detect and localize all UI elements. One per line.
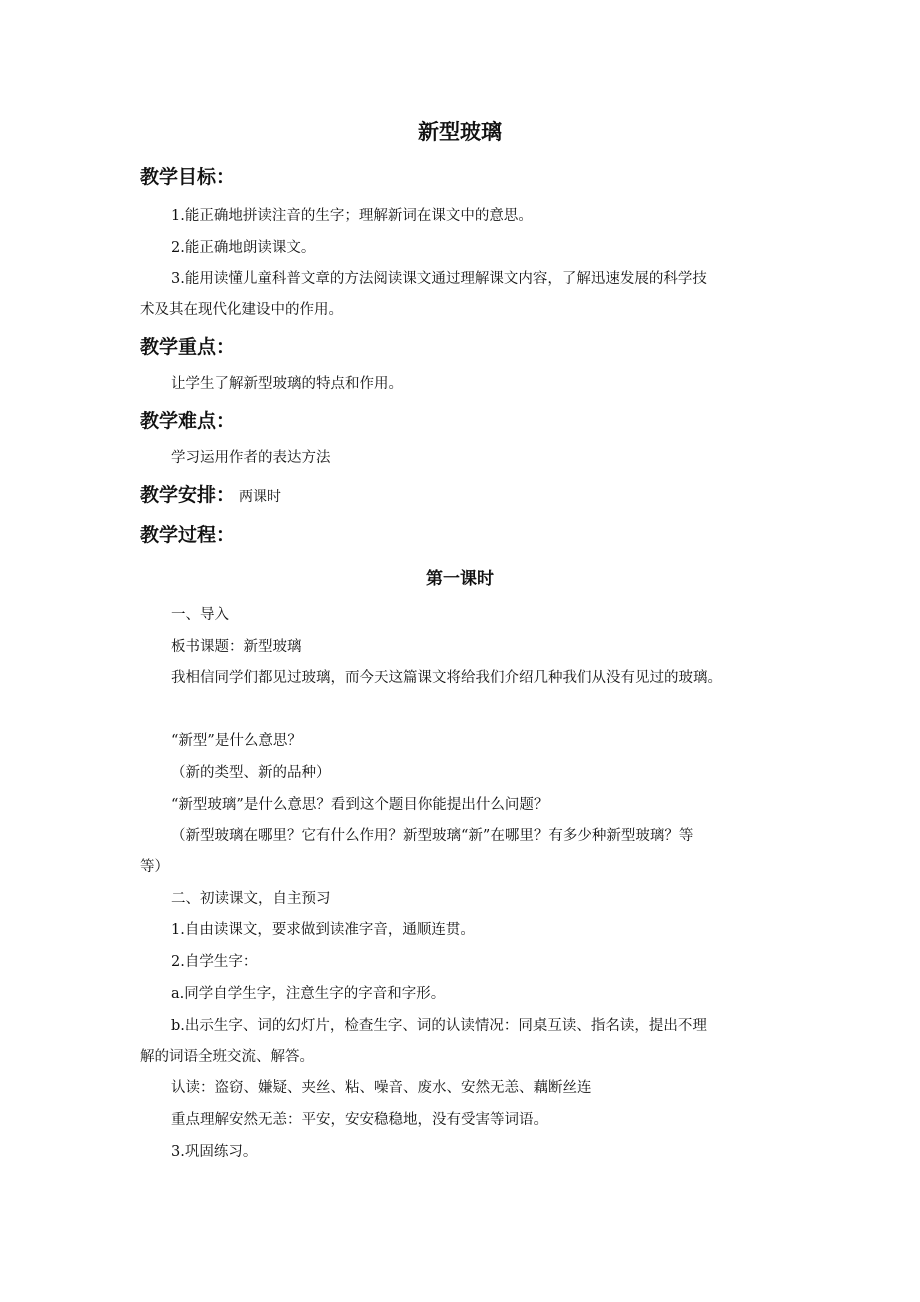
process-line-continuation: 解的词语全班交流、解答。 [140, 1049, 314, 1065]
process-line: 3.巩固练习。 [171, 1144, 258, 1160]
process-line: （新的类型、新的品种） [171, 765, 331, 781]
process-line: 1.自由读课文，要求做到读准字音，通顺连贯。 [171, 922, 475, 938]
objective-item: 2.能正确地朗读课文。 [171, 240, 316, 256]
objective-item: 1.能正确地拼读注音的生字；理解新词在课文中的意思。 [171, 208, 533, 224]
difficulties-heading: 教学难点： [140, 410, 236, 432]
process-line: 认读：盗窃、嫌疑、夹丝、粘、噪音、废水、安然无恙、藕断丝连 [171, 1080, 592, 1096]
process-heading: 教学过程： [140, 524, 236, 546]
difficulties-text: 学习运用作者的表达方法 [171, 450, 331, 466]
process-line: 一、导入 [171, 607, 229, 623]
document-title: 新型玻璃 [418, 120, 502, 144]
process-line: 二、初读课文，自主预习 [171, 891, 331, 907]
key-points-text: 让学生了解新型玻璃的特点和作用。 [171, 376, 403, 392]
process-line: 重点理解安然无恙：平安，安安稳稳地，没有受害等词语。 [171, 1112, 548, 1128]
process-line: a.同学自学生字，注意生字的字音和字形。 [171, 986, 446, 1002]
objective-item-continuation: 术及其在现代化建设中的作用。 [140, 302, 343, 318]
arrangement-line [140, 480, 281, 507]
lesson-title: 第一课时 [426, 569, 494, 589]
process-line: 板书课题：新型玻璃 [171, 639, 302, 655]
arrangement-value: 两课时 [239, 489, 282, 505]
objectives-heading: 教学目标： [140, 166, 236, 188]
objective-item: 3.能用读懂儿童科普文章的方法阅读课文通过理解课文内容，了解迅速发展的科学技 [171, 271, 707, 287]
process-line: b.出示生字、词的幻灯片，检查生字、词的认读情况：同桌互读、指名读，提出不理 [171, 1018, 707, 1034]
process-line: “新型”是什么意思？ [171, 733, 302, 749]
process-line: 我相信同学们都见过玻璃，而今天这篇课文将给我们介绍几种我们从没有见过的玻璃。 [171, 670, 722, 686]
arrangement-heading: 教学安排： [140, 484, 236, 506]
process-line: “新型玻璃”是什么意思？看到这个题目你能提出什么问题？ [171, 797, 549, 813]
process-line-continuation: 等） [140, 859, 169, 875]
key-points-heading: 教学重点： [140, 336, 236, 358]
process-line: （新型玻璃在哪里？它有什么作用？新型玻璃“新”在哪里？有多少种新型玻璃？等 [171, 828, 694, 844]
process-line: 2.自学生字： [171, 954, 258, 970]
